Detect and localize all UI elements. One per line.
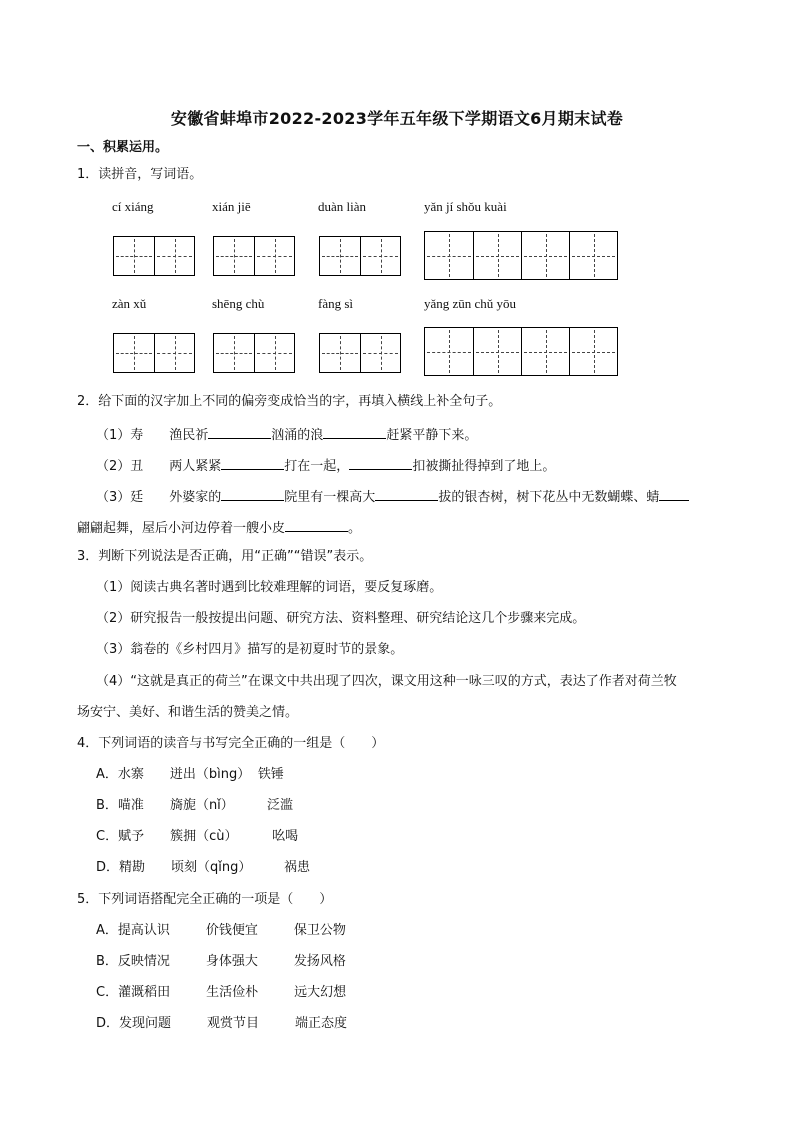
option-word: 顷刻（qǐng） [171,860,252,875]
writing-cell[interactable] [114,237,154,275]
option-word: 泛滥 [266,798,293,813]
statement-item: （4）“这就是真正的荷兰”在课文中共出现了四次，课文用这种一咏三叹的方式，表达了作者对荷兰牧 [96,674,677,689]
writing-cell[interactable] [360,237,400,275]
sentence-text: 打在一起， [284,459,350,474]
item-label: （2）丑 [96,459,144,474]
option-b[interactable] [96,797,293,815]
sentence-text: 。 [348,521,362,536]
pinyin-label: yǎn jí shǒu kuài [424,199,507,214]
option-key: B． [96,798,118,813]
question-2-line-3-cont [77,517,361,538]
sentence-text: 院里有一棵高大 [284,490,376,505]
option-key: C． [96,985,119,1000]
sentence-text: 汹涌的浪 [271,428,324,443]
writing-cell[interactable] [473,328,521,375]
pinyin-label: zàn xǔ [112,296,147,311]
pinyin-label: yǎng zūn chǔ yōu [424,296,517,311]
fill-blank[interactable] [349,455,412,470]
writing-cell[interactable] [154,334,194,372]
answer-grid-2[interactable] [113,333,195,373]
writing-cell[interactable] [214,237,254,275]
statement-item: （2）研究报告一般按提出问题、研究方法、资料整理、研究结论这几个步骤来完成。 [96,611,586,626]
question-2-line-1 [96,424,477,445]
answer-grid-2[interactable] [113,236,195,276]
item-label: （3）廷 [96,490,144,505]
writing-cell[interactable] [569,232,617,279]
option-word: 赋予 [118,829,145,844]
option-d[interactable] [96,859,310,877]
option-word: 身体强大 [205,954,258,969]
question-1-stem: 1．读拼音，写词语。 [77,167,203,182]
writing-cell[interactable] [425,328,473,375]
option-c[interactable] [96,984,346,1002]
option-c[interactable] [96,828,298,846]
item-label: （1）寿 [96,428,144,443]
writing-cell[interactable] [214,334,254,372]
fill-blank[interactable] [323,424,386,439]
option-key: D． [96,860,120,875]
option-key: A． [96,923,118,938]
writing-cell[interactable] [425,232,473,279]
option-word: 价钱便宜 [205,923,258,938]
option-word: 反映情况 [117,954,170,969]
option-d[interactable] [96,1015,347,1033]
option-word: 水寨 [117,767,144,782]
writing-cell[interactable] [254,237,294,275]
writing-cell[interactable] [320,334,360,372]
answer-grid-2[interactable] [319,333,401,373]
statement-item: （1）阅读古典名著时遇到比较难理解的词语，要反复琢磨。 [96,580,443,595]
section-heading: 一、积累运用。 [77,140,169,155]
question-4-stem: 4．下列词语的读音与书写完全正确的一组是（ ） [77,736,385,751]
option-word: 发现问题 [119,1016,172,1031]
fill-blank[interactable] [221,486,284,501]
writing-cell[interactable] [473,232,521,279]
fill-blank[interactable] [375,486,438,501]
pinyin-label: cí xiáng [112,199,154,214]
sentence-text: 扣被撕扯得掉到了地上。 [412,459,556,474]
writing-cell[interactable] [154,237,194,275]
exam-title: 安徽省蚌埠市2022-2023学年五年级下学期语文6月期末试卷 [170,109,624,128]
option-word: 精勘 [119,860,146,875]
answer-grid-2[interactable] [213,236,295,276]
fill-blank[interactable] [221,455,284,470]
option-b[interactable] [96,953,346,971]
sentence-text: 渔民祈 [169,428,209,443]
option-word: 喵准 [117,798,144,813]
option-key: A． [96,767,118,782]
option-word: 发扬风格 [293,954,346,969]
answer-grid-2[interactable] [319,236,401,276]
statement-item-cont: 场安宁、美好、和谐生活的赞美之情。 [77,705,299,720]
writing-cell[interactable] [521,328,569,375]
option-word: 迸出（bìng） [169,767,251,782]
question-3-stem: 3．判断下列说法是否正确，用“正确”“错误”表示。 [77,549,373,564]
answer-grid-4[interactable] [424,231,618,280]
option-word: 端正态度 [295,1016,348,1031]
option-word: 保卫公物 [293,923,346,938]
question-2-line-3 [96,486,689,507]
pinyin-label: xián jiē [212,199,251,214]
fill-blank[interactable] [659,486,689,501]
option-key: C． [96,829,119,844]
sentence-text: 翩翩起舞，屋后小河边停着一艘小皮 [77,521,286,536]
statement-item: （3）翁卷的《乡村四月》描写的是初夏时节的景象。 [96,642,404,657]
option-word: 远大幻想 [294,985,347,1000]
option-a[interactable] [96,766,284,784]
writing-cell[interactable] [521,232,569,279]
option-word: 生活俭朴 [206,985,259,1000]
option-word: 灌溉稻田 [118,985,171,1000]
option-word: 簇拥（cù） [170,829,238,844]
sentence-text: 拔的银杏树，树下花丛中无数蝴蝶、蜻 [438,490,660,505]
writing-cell[interactable] [320,237,360,275]
writing-cell[interactable] [569,328,617,375]
question-2-stem: 2．给下面的汉字加上不同的偏旁变成恰当的字，再填入横线上补全句子。 [77,394,502,409]
pinyin-label: shēng chù [212,296,265,311]
option-word: 旖旎（nǐ） [169,798,234,813]
sentence-text: 外婆家的 [169,490,222,505]
writing-cell[interactable] [114,334,154,372]
sentence-text: 赶紧平静下来。 [386,428,478,443]
fill-blank[interactable] [208,424,271,439]
pinyin-label: fàng sì [318,296,354,311]
option-word: 提高认识 [117,923,170,938]
fill-blank[interactable] [285,517,348,532]
writing-cell[interactable] [254,334,294,372]
question-2-line-2 [96,455,555,476]
writing-cell[interactable] [360,334,400,372]
pinyin-label: duàn liàn [318,199,367,214]
option-a[interactable] [96,922,346,940]
option-key: D． [96,1016,120,1031]
option-word: 吆喝 [272,829,299,844]
answer-grid-2[interactable] [213,333,295,373]
question-5-stem: 5．下列词语搭配完全正确的一项是（ ） [77,892,333,907]
option-key: B． [96,954,118,969]
option-word: 观赏节目 [207,1016,260,1031]
option-word: 祸患 [284,860,311,875]
sentence-text: 两人紧紧 [169,459,222,474]
option-word: 铁锤 [257,767,284,782]
answer-grid-4[interactable] [424,327,618,376]
